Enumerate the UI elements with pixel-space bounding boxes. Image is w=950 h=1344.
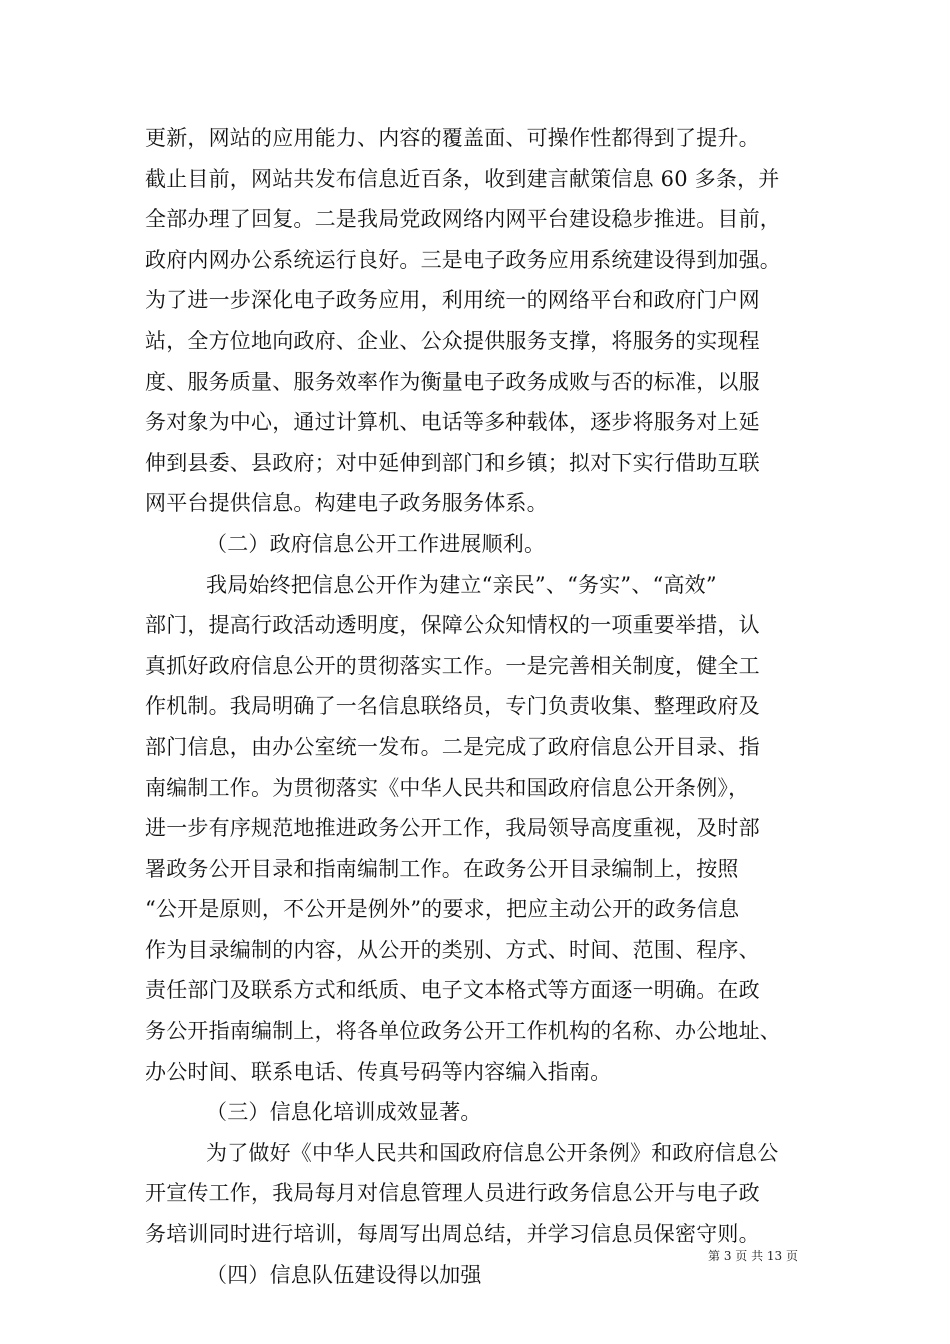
text-line: 站，全方位地向政府、企业、公众提供服务支撑，将服务的实现程	[145, 328, 760, 353]
section-heading: （三）信息化培训成效显著。	[206, 1100, 482, 1125]
text-line: “公开是原则，不公开是例外”的要求，把应主动公开的政务信息	[145, 897, 740, 922]
text-line: 部门，提高行政活动透明度，保障公众知情权的一项重要举措，认	[145, 613, 760, 638]
text-line: 政府内网办公系统运行良好。三是电子政务应用系统建设得到加强。	[145, 247, 781, 272]
text-line: 南编制工作。为贯彻落实《中华人民共和国政府信息公开条例》，	[145, 775, 750, 800]
text-line: 务公开指南编制上，将各单位政务公开工作机构的名称、办公地址、	[145, 1019, 781, 1044]
text-line: 办公时间、联系电话、传真号码等内容编入指南。	[145, 1059, 612, 1084]
text-line: 我局始终把信息公开作为建立“亲民”、“务实”、“高效”	[206, 572, 717, 597]
text-line: 作为目录编制的内容，从公开的类别、方式、时间、范围、程序、	[145, 937, 760, 962]
text-line: 署政务公开目录和指南编制工作。在政务公开目录编制上，按照	[145, 856, 739, 881]
text-line: 开宣传工作，我局每月对信息管理人员进行政务信息公开与电子政	[145, 1181, 760, 1206]
text-line: 部门信息，由办公室统一发布。二是完成了政府信息公开目录、指	[145, 734, 760, 759]
text-line: 务对象为中心，通过计算机、电话等多种载体，逐步将服务对上延	[145, 410, 760, 435]
text-line: 网平台提供信息。构建电子政务服务体系。	[145, 491, 548, 516]
text-line: 进一步有序规范地推进政务公开工作，我局领导高度重视，及时部	[145, 816, 760, 841]
body-text	[145, 118, 825, 1295]
text-line: 责任部门及联系方式和纸质、电子文本格式等方面逐一明确。在政	[145, 978, 760, 1003]
text-line: 务培训同时进行培训，每周写出周总结，并学习信息员保密守则。	[145, 1222, 760, 1247]
section-heading: （四）信息队伍建设得以加强	[206, 1262, 482, 1287]
text-line: 作机制。我局明确了一名信息联络员，专门负责收集、整理政府及	[145, 694, 760, 719]
text-line: 为了进一步深化电子政务应用，利用统一的网络平台和政府门户网	[145, 288, 760, 313]
text-line: 截止目前，网站共发布信息近百条，收到建言献策信息 60 多条，并	[145, 166, 780, 191]
text-line: 更新，网站的应用能力、内容的覆盖面、可操作性都得到了提升。	[145, 126, 760, 150]
text-line: 全部办理了回复。二是我局党政网络内网平台建设稳步推进。目前，	[145, 207, 781, 232]
section-heading: （二）政府信息公开工作进展顺利。	[206, 531, 546, 556]
text-line: 伸到县委、县政府；对中延伸到部门和乡镇；拟对下实行借助互联	[145, 450, 760, 475]
text-line: 度、服务质量、服务效率作为衡量电子政务成败与否的标准，以服	[145, 369, 760, 394]
text-line: 为了做好《中华人民共和国政府信息公开条例》和政府信息公	[206, 1140, 779, 1165]
page-number-footer: 第 3 页 共 13 页	[708, 1249, 798, 1263]
text-line: 真抓好政府信息公开的贯彻落实工作。一是完善相关制度，健全工	[145, 653, 760, 678]
